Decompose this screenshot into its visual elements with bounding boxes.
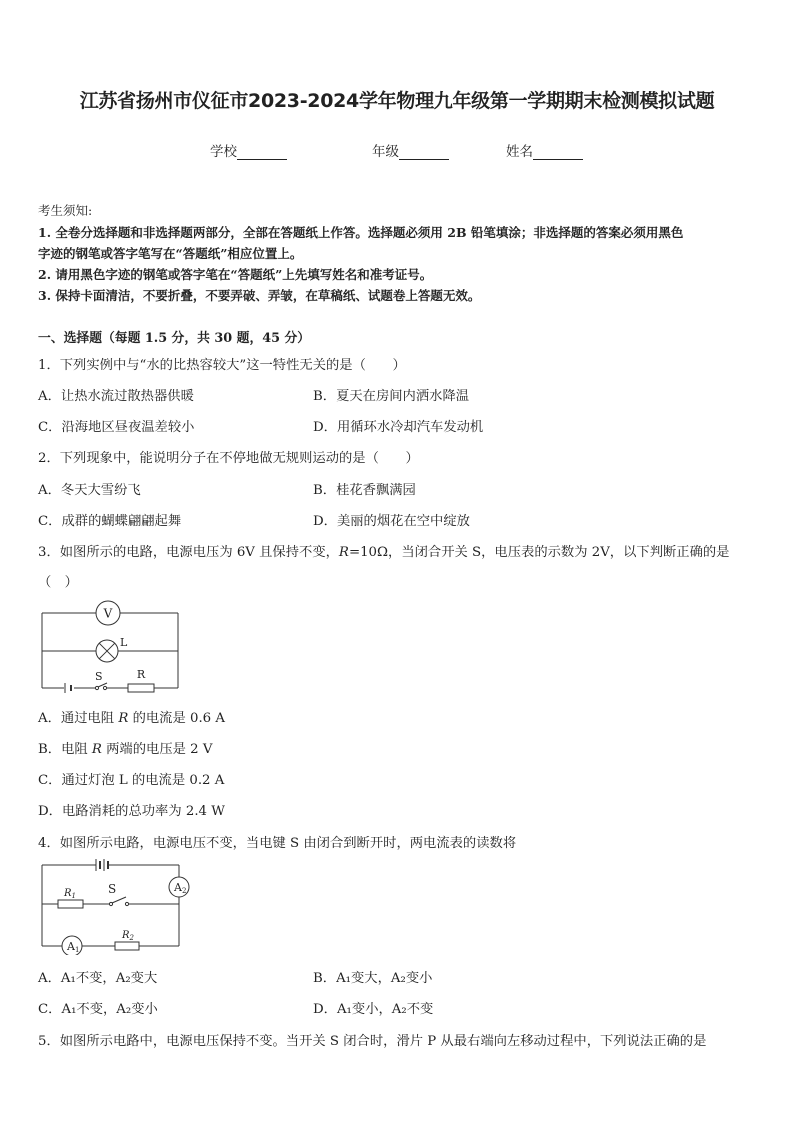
school-blank — [237, 145, 287, 160]
notice-heading: 考生须知: — [38, 203, 93, 218]
grade-label: 年级 — [372, 144, 399, 160]
q2-option-d: D．美丽的烟花在空中绽放 — [313, 514, 470, 529]
q3-circuit-diagram — [38, 600, 188, 694]
q4-option-b: B．A₁变大，A₂变小 — [313, 971, 433, 986]
q3-stem — [38, 541, 729, 560]
page-title: 江苏省扬州市仪征市2023-2024学年物理九年级第一学期期末检测模拟试题 — [79, 90, 715, 112]
lamp-label: L — [120, 636, 128, 649]
name-label: 姓名 — [506, 144, 533, 160]
q3-option-c: C．通过灯泡 L 的电流是 0.2 A — [38, 773, 225, 788]
q5-stem: 5．如图所示电路中，电源电压保持不变。当开关 S 闭合时，滑片 P 从最右端向左移动过程中，下列说法正确的是 — [38, 1034, 707, 1049]
notice-item-1-cont: 字迹的钢笔或答字笔写在“答题纸”相应位置上。 — [38, 246, 303, 261]
switch-symbol — [95, 683, 107, 690]
q3-option-a-part1: A．通过电阻 — [38, 711, 119, 726]
a1-letter: A — [67, 940, 75, 953]
grade-blank — [399, 145, 449, 160]
q1-stem: 1．下列实例中与“水的比热容较大”这一特性无关的是（ ） — [38, 358, 406, 373]
q3-option-b-part2: 两端的电压是 2 V — [101, 742, 213, 757]
r2-letter: R — [122, 930, 130, 941]
notice-item-1: 1. 全卷分选择题和非选择题两部分，全部在答题纸上作答。选择题必须用 2B 铅笔填涂；非选择题的答案必须用黑色 — [38, 225, 684, 240]
q2-stem: 2．下列现象中，能说明分子在不停地做无规则运动的是（ ） — [38, 451, 419, 466]
q4-stem: 4．如图所示电路，电源电压不变，当电键 S 由闭合到断开时，两电流表的读数将 — [38, 836, 517, 851]
r2-resistor-symbol — [115, 942, 139, 950]
q3-option-b — [38, 738, 212, 757]
switch-symbol — [109, 897, 128, 906]
q3-option-d: D．电路消耗的总功率为 2.4 W — [38, 804, 225, 819]
q3-option-a-part2: 的电流是 0.6 A — [128, 711, 225, 726]
q3-option-b-part1: B．电阻 — [38, 742, 92, 757]
school-field — [210, 140, 287, 160]
q2-option-a: A．冬天大雪纷飞 — [38, 483, 141, 498]
q3-option-a-r: R — [118, 711, 129, 726]
switch-label: S — [108, 882, 117, 896]
a1-subscript: 1 — [74, 946, 80, 954]
notice-item-3: 3. 保持卡面清洁，不要折叠，不要弄破、弄皱，在草稿纸、试题卷上答题无效。 — [38, 288, 481, 303]
q4-circuit-diagram — [36, 855, 194, 955]
q1-option-d: D．用循环水冷却汽车发动机 — [313, 420, 484, 435]
q2-option-b: B．桂花香飘满园 — [313, 483, 416, 498]
switch-label: S — [95, 670, 103, 683]
resistor-label: R — [136, 668, 146, 681]
name-blank — [533, 145, 583, 160]
q4-option-d: D．A₁变小，A₂不变 — [313, 1002, 434, 1017]
r1-subscript: 1 — [71, 892, 76, 900]
r2-label — [121, 930, 135, 942]
r1-letter: R — [64, 888, 72, 899]
q3-option-b-r: R — [91, 742, 102, 757]
a2-subscript: 2 — [181, 887, 187, 895]
grade-field — [372, 140, 449, 160]
q3-stem-r: R — [338, 545, 349, 560]
q3-stem-bracket: （ ） — [38, 575, 78, 590]
q3-stem-part2: =10Ω，当闭合开关 S，电压表的示数为 2V，以下判断正确的是 — [348, 545, 730, 560]
name-field — [506, 140, 583, 160]
school-label: 学校 — [210, 144, 237, 160]
q4-option-a: A．A₁不变，A₂变大 — [38, 971, 158, 986]
lamp-symbol — [96, 640, 118, 662]
section-heading: 一、选择题（每题 1.5 分，共 30 题，45 分） — [38, 331, 311, 346]
q1-option-c: C．沿海地区昼夜温差较小 — [38, 420, 195, 435]
a2-letter: A — [174, 881, 182, 894]
r2-subscript: 2 — [129, 934, 134, 942]
resistor-symbol — [128, 684, 154, 692]
r1-resistor-symbol — [58, 900, 83, 908]
battery-symbol — [96, 859, 108, 871]
q1-option-b: B．夏天在房间内洒水降温 — [313, 389, 470, 404]
q2-option-c: C．成群的蝴蝶翩翩起舞 — [38, 514, 182, 529]
battery-symbol — [65, 683, 71, 693]
q1-option-a: A．让热水流过散热器供暖 — [38, 389, 194, 404]
voltmeter-label: V — [103, 606, 113, 621]
notice-item-2: 2. 请用黑色字迹的钢笔或答字笔在“答题纸”上先填写姓名和准考证号。 — [38, 267, 433, 282]
q4-option-c: C．A₁不变，A₂变小 — [38, 1002, 158, 1017]
q3-option-a — [38, 707, 225, 726]
r1-label — [63, 888, 76, 900]
q3-stem-part1: 3．如图所示的电路，电源电压为 6V 且保持不变， — [38, 545, 339, 560]
